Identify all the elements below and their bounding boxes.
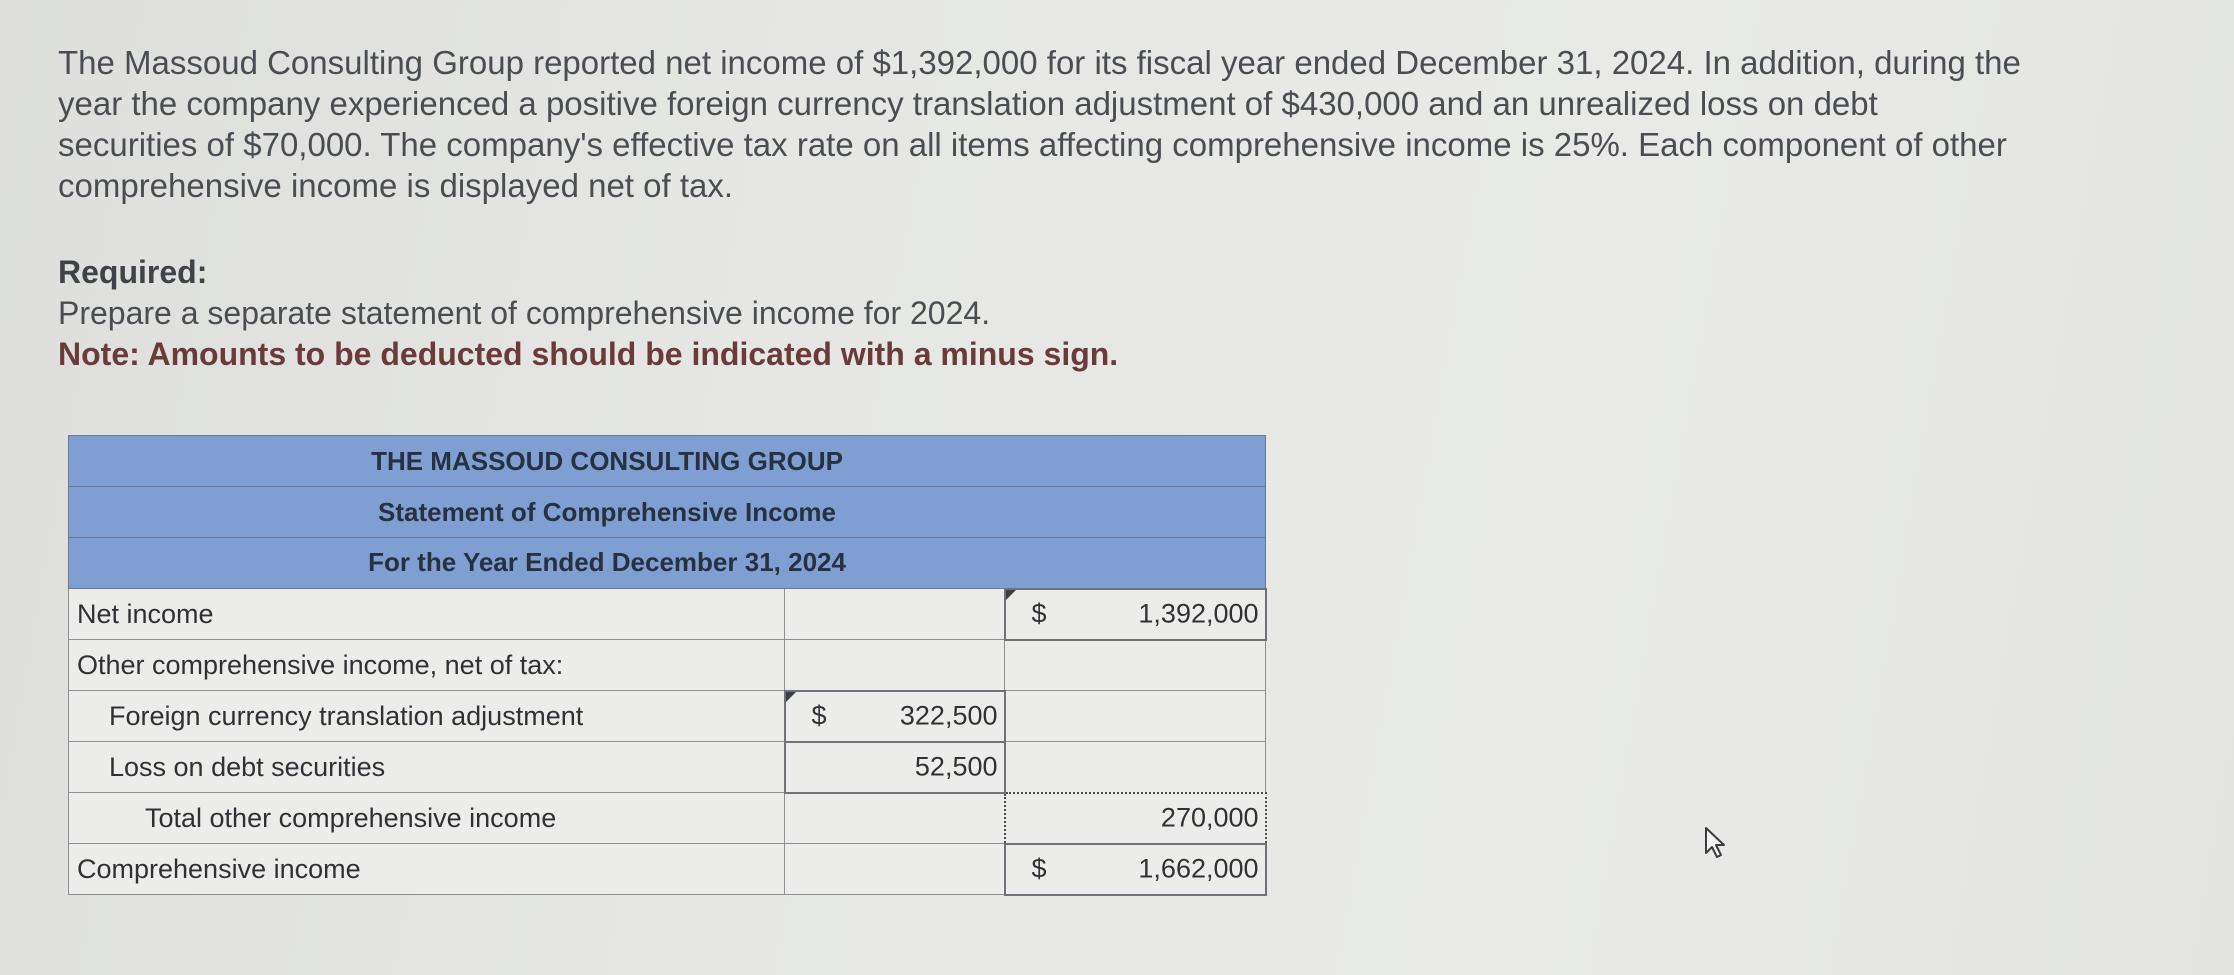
comprehensive-income-dollar-sign: $ — [1031, 853, 1047, 884]
statement-header-period — [69, 538, 1266, 589]
problem-line-4: comprehensive income is displayed net of tax. — [58, 167, 734, 204]
fx-adjustment-amount-input[interactable] — [785, 691, 1005, 742]
debt-loss-amount: 52,500 — [914, 751, 998, 782]
comprehensive-income-amount: 1,662,000 — [1138, 853, 1259, 884]
net-income-label: Net income — [69, 589, 785, 640]
comprehensive-income-label: Comprehensive income — [69, 844, 785, 895]
comprehensive-income-amount-input[interactable] — [1005, 844, 1266, 895]
comprehensive-income-col1-input[interactable] — [785, 844, 1005, 895]
problem-statement — [58, 42, 2178, 206]
required-note: Note: Amounts to be deducted should be indicated with a minus sign. — [58, 336, 1119, 372]
debt-loss-col2-input[interactable] — [1005, 742, 1266, 793]
mouse-pointer-icon — [1703, 826, 1733, 860]
row-total-oci — [69, 793, 1266, 844]
oci-heading-label: Other comprehensive income, net of tax: — [69, 640, 785, 691]
required-instruction: Prepare a separate statement of comprehensive income for 2024. — [58, 295, 991, 331]
net-income-col1-input[interactable] — [785, 589, 1005, 640]
net-income-amount-input[interactable] — [1005, 589, 1266, 640]
comprehensive-income-statement — [68, 435, 1267, 896]
total-oci-amount: 270,000 — [1160, 802, 1259, 833]
company-name: THE MASSOUD CONSULTING GROUP — [371, 445, 843, 476]
debt-loss-amount-input[interactable] — [785, 742, 1005, 793]
total-oci-amount-input[interactable] — [1005, 793, 1266, 844]
oci-heading-col2-input[interactable] — [1005, 640, 1266, 691]
oci-heading-col1-input[interactable] — [785, 640, 1005, 691]
debt-loss-label: Loss on debt securities — [69, 742, 785, 793]
row-comprehensive-income — [69, 844, 1266, 895]
fx-adjustment-dollar-sign: $ — [811, 700, 827, 731]
total-oci-col1-input[interactable] — [785, 793, 1005, 844]
row-net-income — [69, 589, 1266, 640]
required-heading: Required: — [58, 254, 208, 290]
problem-line-1: The Massoud Consulting Group reported net income of $1,392,000 for its fiscal year ended December 31, 2024. In addition, during the — [58, 44, 2021, 81]
row-debt-loss — [69, 742, 1266, 793]
fx-adjustment-col2-input[interactable] — [1005, 691, 1266, 742]
statement-header-company — [69, 436, 1266, 487]
net-income-amount: 1,392,000 — [1138, 598, 1259, 629]
net-income-dollar-sign: $ — [1031, 598, 1047, 629]
statement-header-title — [69, 487, 1266, 538]
problem-line-2: year the company experienced a positive foreign currency translation adjustment of $430,000 and an unrealized loss on debt — [58, 85, 1878, 122]
problem-line-3: securities of $70,000. The company's effective tax rate on all items affecting comprehensive income is 25%. Each component of other — [58, 126, 2007, 163]
total-oci-label: Total other comprehensive income — [69, 793, 785, 844]
row-fx-adjustment — [69, 691, 1266, 742]
statement-period: For the Year Ended December 31, 2024 — [368, 547, 846, 578]
row-oci-heading — [69, 640, 1266, 691]
statement-title: Statement of Comprehensive Income — [378, 496, 837, 527]
fx-adjustment-amount: 322,500 — [899, 700, 998, 731]
fx-adjustment-label: Foreign currency translation adjustment — [69, 691, 785, 742]
required-section — [58, 252, 1458, 375]
